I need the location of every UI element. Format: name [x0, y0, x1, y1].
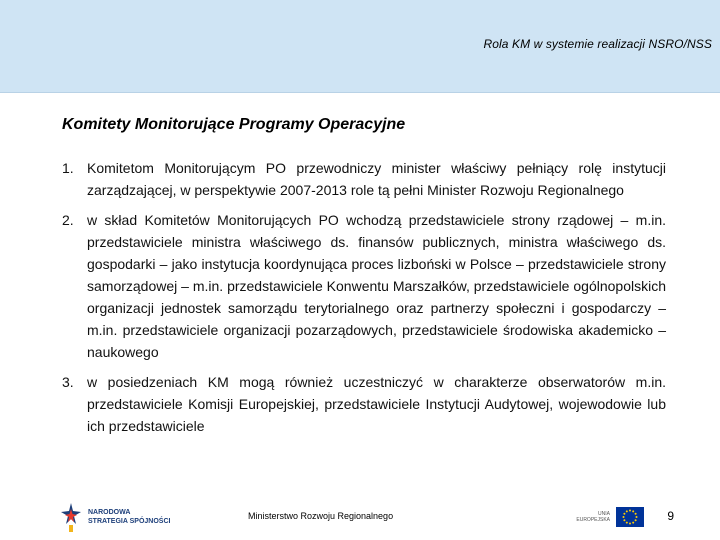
nss-logo [60, 500, 180, 534]
header-band [0, 0, 720, 93]
list-item-text: w skład Komitetów Monitorujących PO wchodzą przedstawiciele strony rządowej – m.in. przedstawiciele ministra właściwego ds. finansów publicznych, ministra właściwego ds. gospodarki – jako instytucja koordynująca proces lizboński w Polsce – przedstawiciele strony samorządowej – m.in. przedstawiciele Konwentu Marszałków, przedstawiciele ogólnopolskich organizacji jednostek samorządu terytorialnego oraz partnerzy społeczni i gospodarczy – m.in. przedstawiciele organizacji pozarządowych, przedstawiciele środowiska akademicko – naukowego [87, 212, 666, 360]
list-item-number: 1. [62, 160, 74, 176]
eu-flag-icon [616, 507, 644, 527]
nss-logo-line1: NARODOWA [88, 509, 131, 516]
nss-logo-icon [60, 501, 82, 533]
header-title: Rola KM w systemie realizacji NSRO/NSS [483, 37, 712, 51]
eu-logo-line1: UNIA [598, 511, 610, 517]
eu-logo [576, 504, 646, 530]
list-item-number: 3. [62, 374, 74, 390]
list-item [62, 157, 666, 201]
list-item-text: Komitetom Monitorującym PO przewodniczy minister właściwy pełniący rolę instytucji zarządzającej, w perspektywie 2007-2013 role tą pełni Minister Rozwoju Regionalnego [87, 160, 666, 198]
points-list [62, 157, 666, 445]
list-item [62, 371, 666, 437]
list-item-text: w posiedzeniach KM mogą również uczestniczyć w charakterze obserwatorów m.in. przedstawiciele Komisji Europejskiej, przedstawiciele Instytucji Audytowej, wojewodowie lub ich przedstawiciele [87, 374, 666, 434]
page-number: 9 [667, 509, 674, 523]
list-item-number: 2. [62, 212, 74, 228]
eu-logo-line2: EUROPEJSKA [576, 517, 610, 523]
nss-logo-line2: STRATEGIA SPÓJNOŚCI [88, 518, 171, 525]
footer-ministry: Ministerstwo Rozwoju Regionalnego [248, 511, 394, 521]
list-item [62, 209, 666, 363]
slide-title: Komitety Monitorujące Programy Operacyjne [62, 116, 406, 133]
